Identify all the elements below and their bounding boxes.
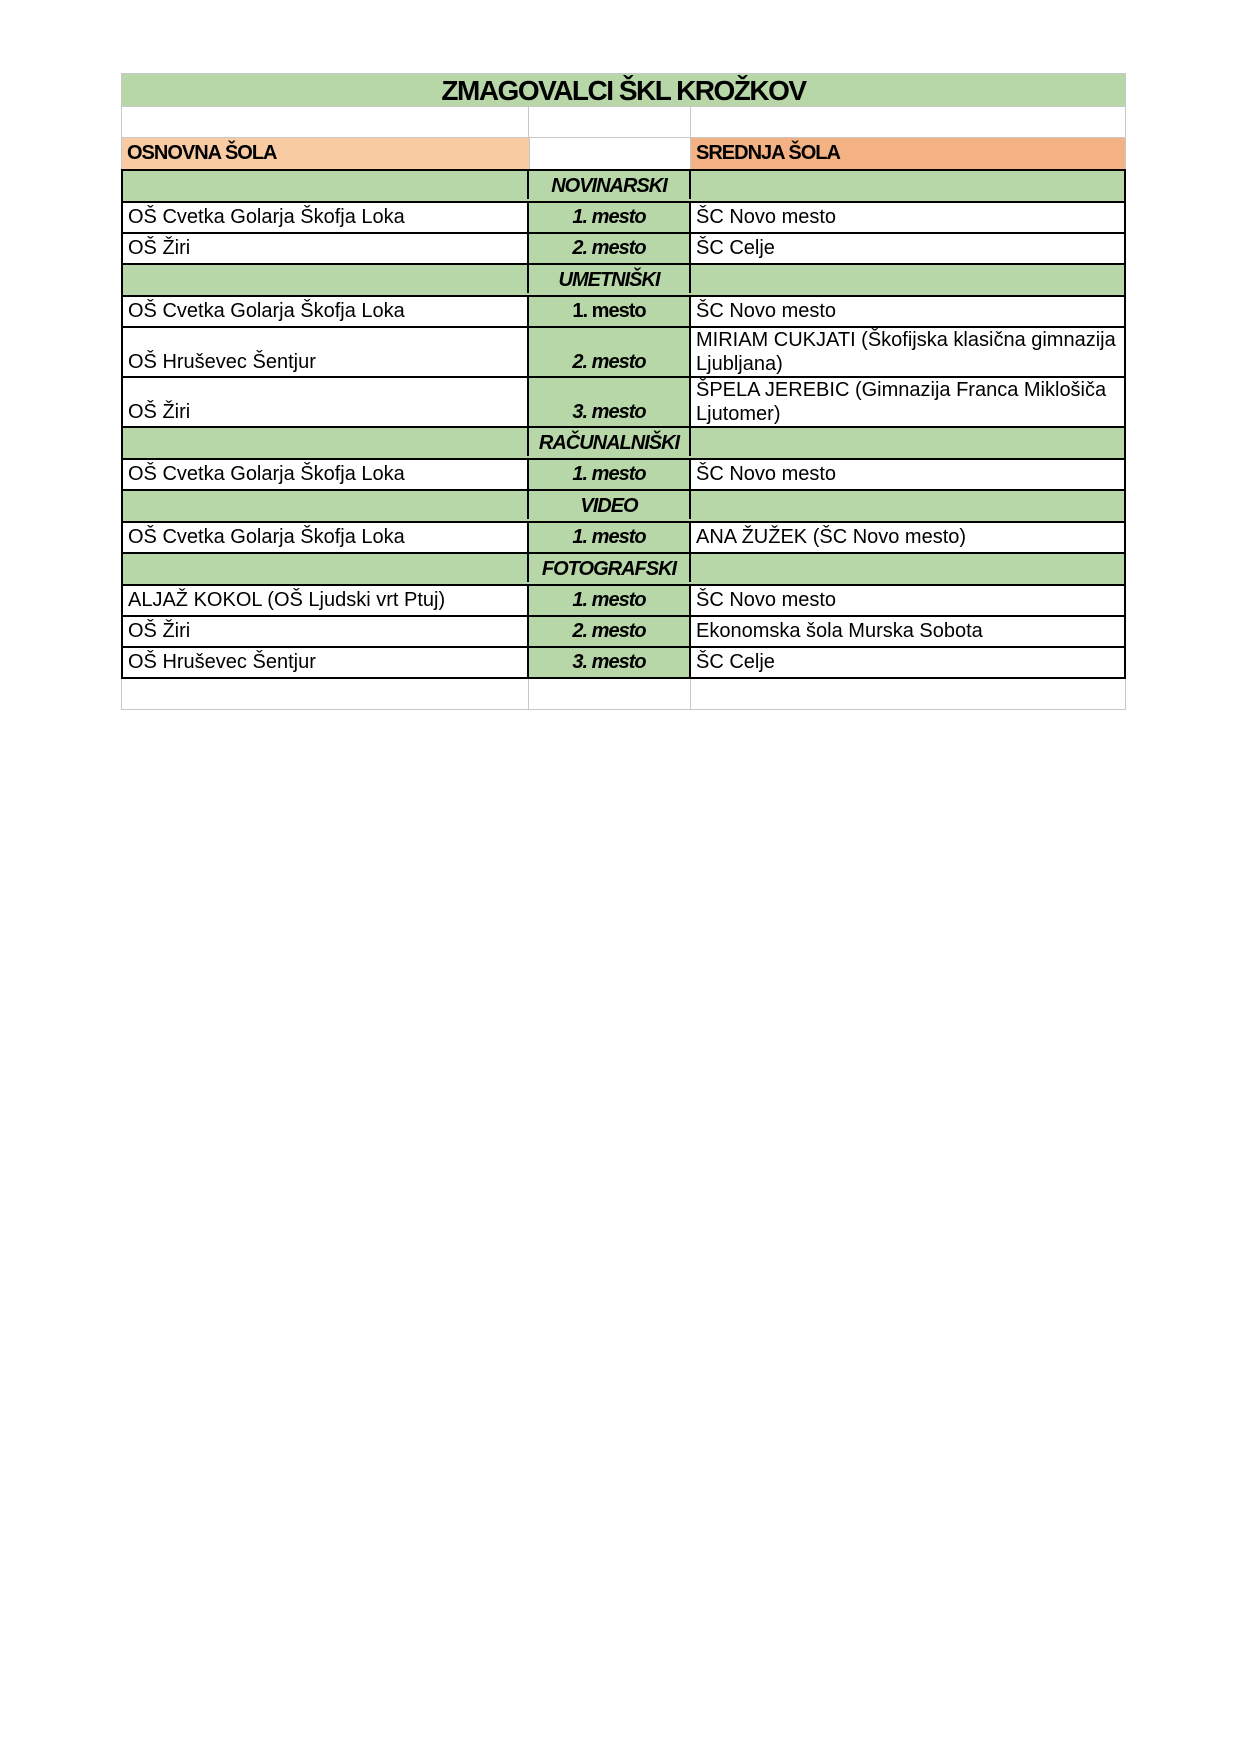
place-label: 2. mesto [529,617,691,646]
table-row [123,460,1124,491]
secondary-winner: ANA ŽUŽEK (ŠC Novo mesto) [696,526,967,548]
category-label: FOTOGRAFSKI [529,554,691,582]
category-row [123,491,1124,523]
category-label: VIDEO [529,491,691,519]
category-label: NOVINARSKI [529,171,691,199]
table-row [123,586,1124,617]
blank-row [121,107,1126,138]
place-label: 1. mesto [529,586,691,615]
primary-winner: OŠ Žiri [123,617,529,646]
results-table [121,169,1126,679]
table-row [123,297,1124,328]
primary-winner: OŠ Hruševec Šentjur [123,328,529,376]
secondary-winner: MIRIAM CUKJATI (Škofijska klasična gimnazija Ljubljana) [696,329,1116,375]
place-label: 2. mesto [529,234,691,263]
blank-row [121,679,1126,710]
secondary-school-header: SREDNJA ŠOLA [691,138,1126,169]
table-row [123,378,1124,428]
category-label: UMETNIŠKI [529,265,691,293]
secondary-winner: ŠC Novo mesto [696,206,837,228]
place-label: 1. mesto [529,203,691,232]
winners-sheet [121,73,1126,710]
primary-school-header: OSNOVNA ŠOLA [121,138,529,169]
primary-winner: OŠ Cvetka Golarja Škofja Loka [123,460,529,489]
secondary-winner: ŠC Novo mesto [696,300,837,322]
place-label: 1. mesto [529,523,691,552]
category-row [123,265,1124,297]
category-label: RAČUNALNIŠKI [529,428,691,456]
category-row [123,554,1124,586]
primary-winner: OŠ Cvetka Golarja Škofja Loka [123,203,529,232]
category-header [529,138,691,169]
secondary-winner: ŠC Celje [696,651,775,673]
category-row [123,171,1124,203]
primary-winner: OŠ Cvetka Golarja Škofja Loka [123,297,529,326]
place-label: 1. mesto [529,460,691,489]
secondary-winner: ŠC Novo mesto [696,589,837,611]
primary-winner: OŠ Hruševec Šentjur [123,648,529,677]
category-row [123,428,1124,460]
table-row [123,617,1124,648]
secondary-winner: ŠC Celje [696,237,775,259]
column-headers [121,138,1126,169]
place-label: 2. mesto [529,328,691,376]
sheet-title: ZMAGOVALCI ŠKL KROŽKOV [121,73,1126,107]
secondary-winner: Ekonomska šola Murska Sobota [696,620,983,642]
secondary-winner: ŠPELA JEREBIC (Gimnazija Franca Miklošiča Ljutomer) [696,379,1107,425]
primary-winner: OŠ Žiri [123,378,529,426]
primary-winner: ALJAŽ KOKOL (OŠ Ljudski vrt Ptuj) [123,586,529,615]
place-label: 1. mesto [529,297,691,326]
table-row [123,328,1124,378]
place-label: 3. mesto [529,648,691,677]
table-row [123,523,1124,554]
secondary-winner: ŠC Novo mesto [696,463,837,485]
table-row [123,648,1124,679]
table-row [123,203,1124,234]
primary-winner: OŠ Cvetka Golarja Škofja Loka [123,523,529,552]
primary-winner: OŠ Žiri [123,234,529,263]
table-row [123,234,1124,265]
place-label: 3. mesto [529,378,691,426]
